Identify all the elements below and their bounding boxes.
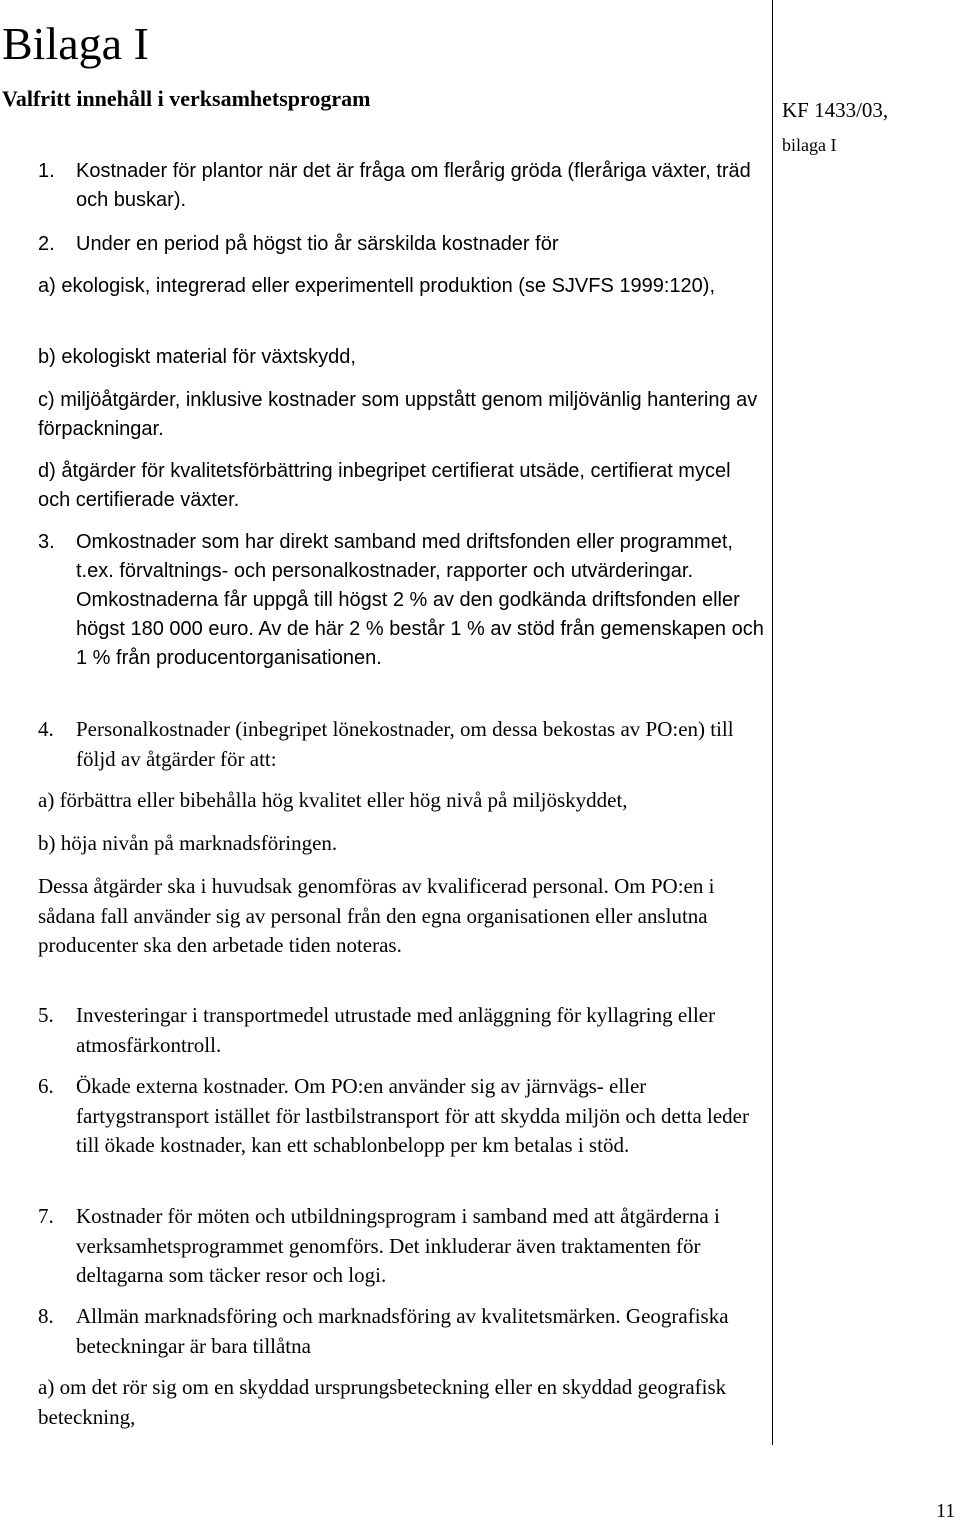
margin-divider — [772, 0, 773, 1445]
list-item-3 — [38, 528, 768, 673]
paragraph-4a: a) förbättra eller bibehålla hög kvalitet eller hög nivå på miljöskyddet, — [38, 788, 628, 812]
section-heading: Valfritt innehåll i verksamhetsprogram — [2, 86, 371, 111]
list-item-2 — [38, 230, 768, 259]
list-item-number: 5. — [38, 1003, 54, 1027]
list-item-number: 8. — [38, 1304, 54, 1328]
page-number: 11 — [936, 1500, 956, 1522]
paragraph-4b: b) höja nivån på marknadsföringen. — [38, 831, 338, 855]
list-item-text: Allmän marknadsföring och marknadsföring av kvalitetsmärken. Geografiska beteckningar är bara tillåtna — [76, 1304, 729, 1358]
list-item-4 — [38, 715, 768, 774]
paragraph-2b: b) ekologiskt material för växtskydd, — [38, 346, 356, 368]
list-item-number: 3. — [38, 531, 55, 553]
list-item-text: Kostnader för möten och utbildningsprogram i samband med att åtgärderna i verksamhetsprogrammet genomförs. Det inkluderar även traktamenten för deltagarna som täcker resor och logi. — [76, 1204, 720, 1287]
list-item-number: 4. — [38, 717, 54, 741]
list-item-text: Omkostnader som har direkt samband med driftsfonden eller programmet, t.ex. förvaltnings- och personalkostnader, rapporter och utvärderingar. Omkostnaderna får uppgå till högst 2 % av den godkända driftsfonden eller högst 180 000 euro. Av de här 2 % består 1 % av stöd från gemenskapen och 1 % från producentorganisationen. — [76, 531, 764, 669]
list-item-text: Under en period på högst tio år särskilda kostnader för — [76, 233, 559, 255]
paragraph-2c: c) miljöåtgärder, inklusive kostnader som uppstått genom miljövänlig hantering av förpackningar. — [38, 389, 758, 440]
list-item-1 — [38, 157, 768, 215]
list-item-text: Personalkostnader (inbegripet lönekostnader, om dessa bekostas av PO:en) till följd av åtgärder för att: — [76, 717, 734, 771]
page-title: Bilaga I — [2, 18, 149, 69]
list-item-text: Ökade externa kostnader. Om PO:en använder sig av järnvägs- eller fartygstransport istället för lastbilstransport för att skydda miljön och detta leder till ökade kostnader, kan ett schablonbelopp per km betalas i stöd. — [76, 1074, 749, 1157]
paragraph-4c: Dessa åtgärder ska i huvudsak genomföras av kvalificerad personal. Om PO:en i sådana fall använder sig av personal från den egna organisationen eller anslutna producenter ska den arbetade tiden noteras. — [38, 874, 715, 957]
list-item-5 — [38, 1001, 768, 1060]
list-item-8 — [38, 1302, 768, 1361]
paragraph-2a: a) ekologisk, integrerad eller experimentell produktion (se SJVFS 1999:120), — [38, 275, 716, 297]
list-item-number: 7. — [38, 1204, 54, 1228]
list-item-number: 2. — [38, 233, 55, 255]
appendix-label: bilaga I — [782, 135, 837, 155]
list-item-number: 1. — [38, 160, 55, 182]
list-item-7 — [38, 1202, 768, 1291]
document-reference: KF 1433/03, — [782, 98, 889, 122]
list-item-text: Kostnader för plantor när det är fråga om flerårig gröda (fleråriga växter, träd och buskar). — [76, 160, 751, 211]
list-item-text: Investeringar i transportmedel utrustade med anläggning för kyllagring eller atmosfärkontroll. — [76, 1003, 716, 1057]
paragraph-8a: a) om det rör sig om en skyddad ursprungsbeteckning eller en skyddad geografisk beteckning, — [38, 1375, 727, 1429]
list-item-6 — [38, 1072, 768, 1161]
paragraph-2d: d) åtgärder för kvalitetsförbättring inbegripet certifierat utsäde, certifierat mycel och certifierade växter. — [38, 460, 731, 511]
list-item-number: 6. — [38, 1074, 54, 1098]
